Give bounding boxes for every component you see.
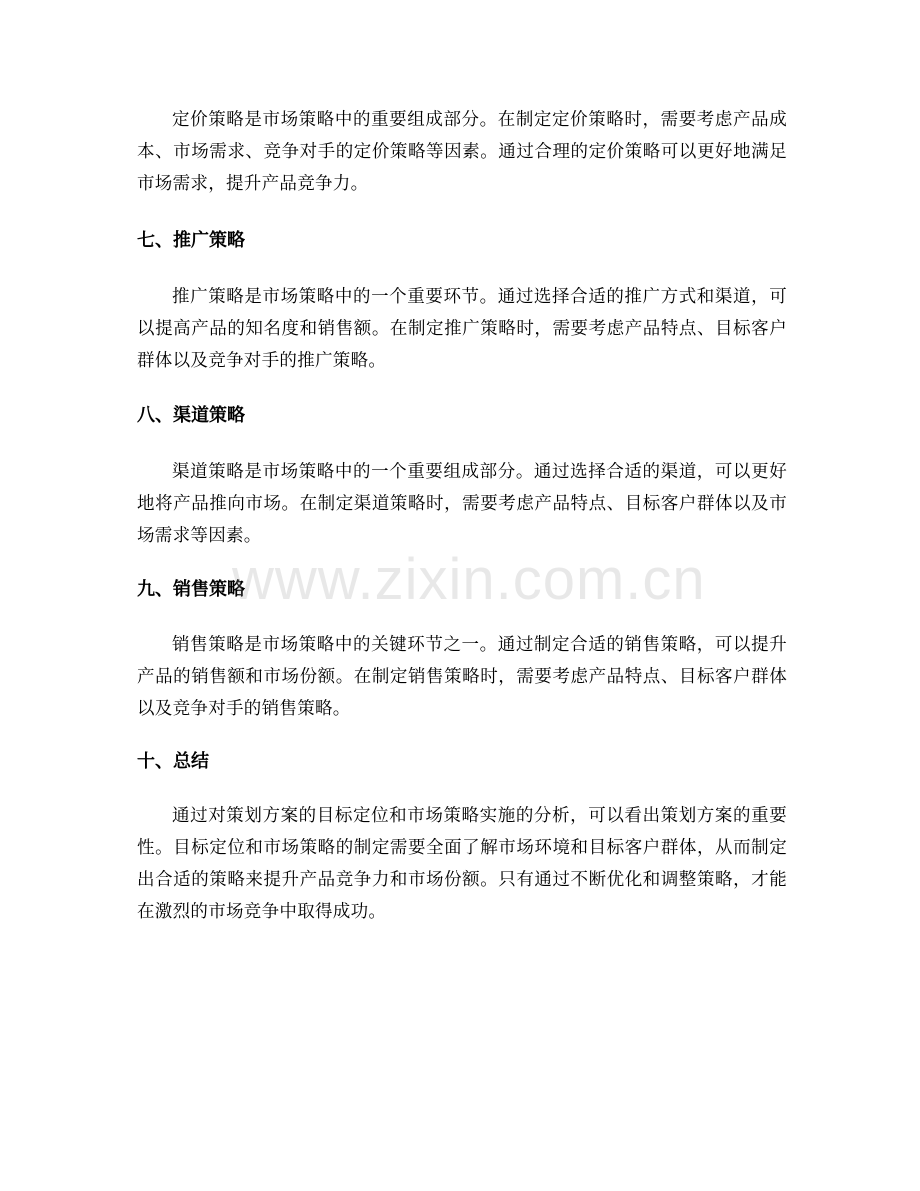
section-body-summary: 通过对策划方案的目标定位和市场策略实施的分析，可以看出策划方案的重要性。目标定位和市场策略的制定需要全面了解市场环境和目标客户群体，从而制定出合适的策略来提升产品竞争力和市场份额。只有通过不断优化和调整策略，才能在激烈的市场竞争中取得成功。: [137, 806, 787, 922]
section-heading-channel: 八、渠道策略: [137, 405, 245, 426]
section-body-promotion: 推广策略是市场策略中的一个重要环节。通过选择合适的推广方式和渠道，可以提高产品的知名度和销售额。在制定推广策略时，需要考虑产品特点、目标客户群体以及竞争对手的推广策略。: [137, 287, 787, 371]
section-heading-sales: 九、销售策略: [137, 579, 245, 600]
section-heading-promotion: 七、推广策略: [137, 230, 245, 251]
section-heading-summary: 十、总结: [137, 751, 209, 772]
watermark: www.zixin.com.cn: [232, 547, 706, 612]
section-body-sales: 销售策略是市场策略中的关键环节之一。通过制定合适的销售策略，可以提升产品的销售额和市场份额。在制定销售策略时，需要考虑产品特点、目标客户群体以及竞争对手的销售策略。: [137, 635, 787, 719]
intro-paragraph: 定价策略是市场策略中的重要组成部分。在制定定价策略时，需要考虑产品成本、市场需求、竞争对手的定价策略等因素。通过合理的定价策略可以更好地满足市场需求，提升产品竞争力。: [137, 110, 787, 194]
section-body-channel: 渠道策略是市场策略中的一个重要组成部分。通过选择合适的渠道，可以更好地将产品推向市场。在制定渠道策略时，需要考虑产品特点、目标客户群体以及市场需求等因素。: [137, 462, 787, 546]
